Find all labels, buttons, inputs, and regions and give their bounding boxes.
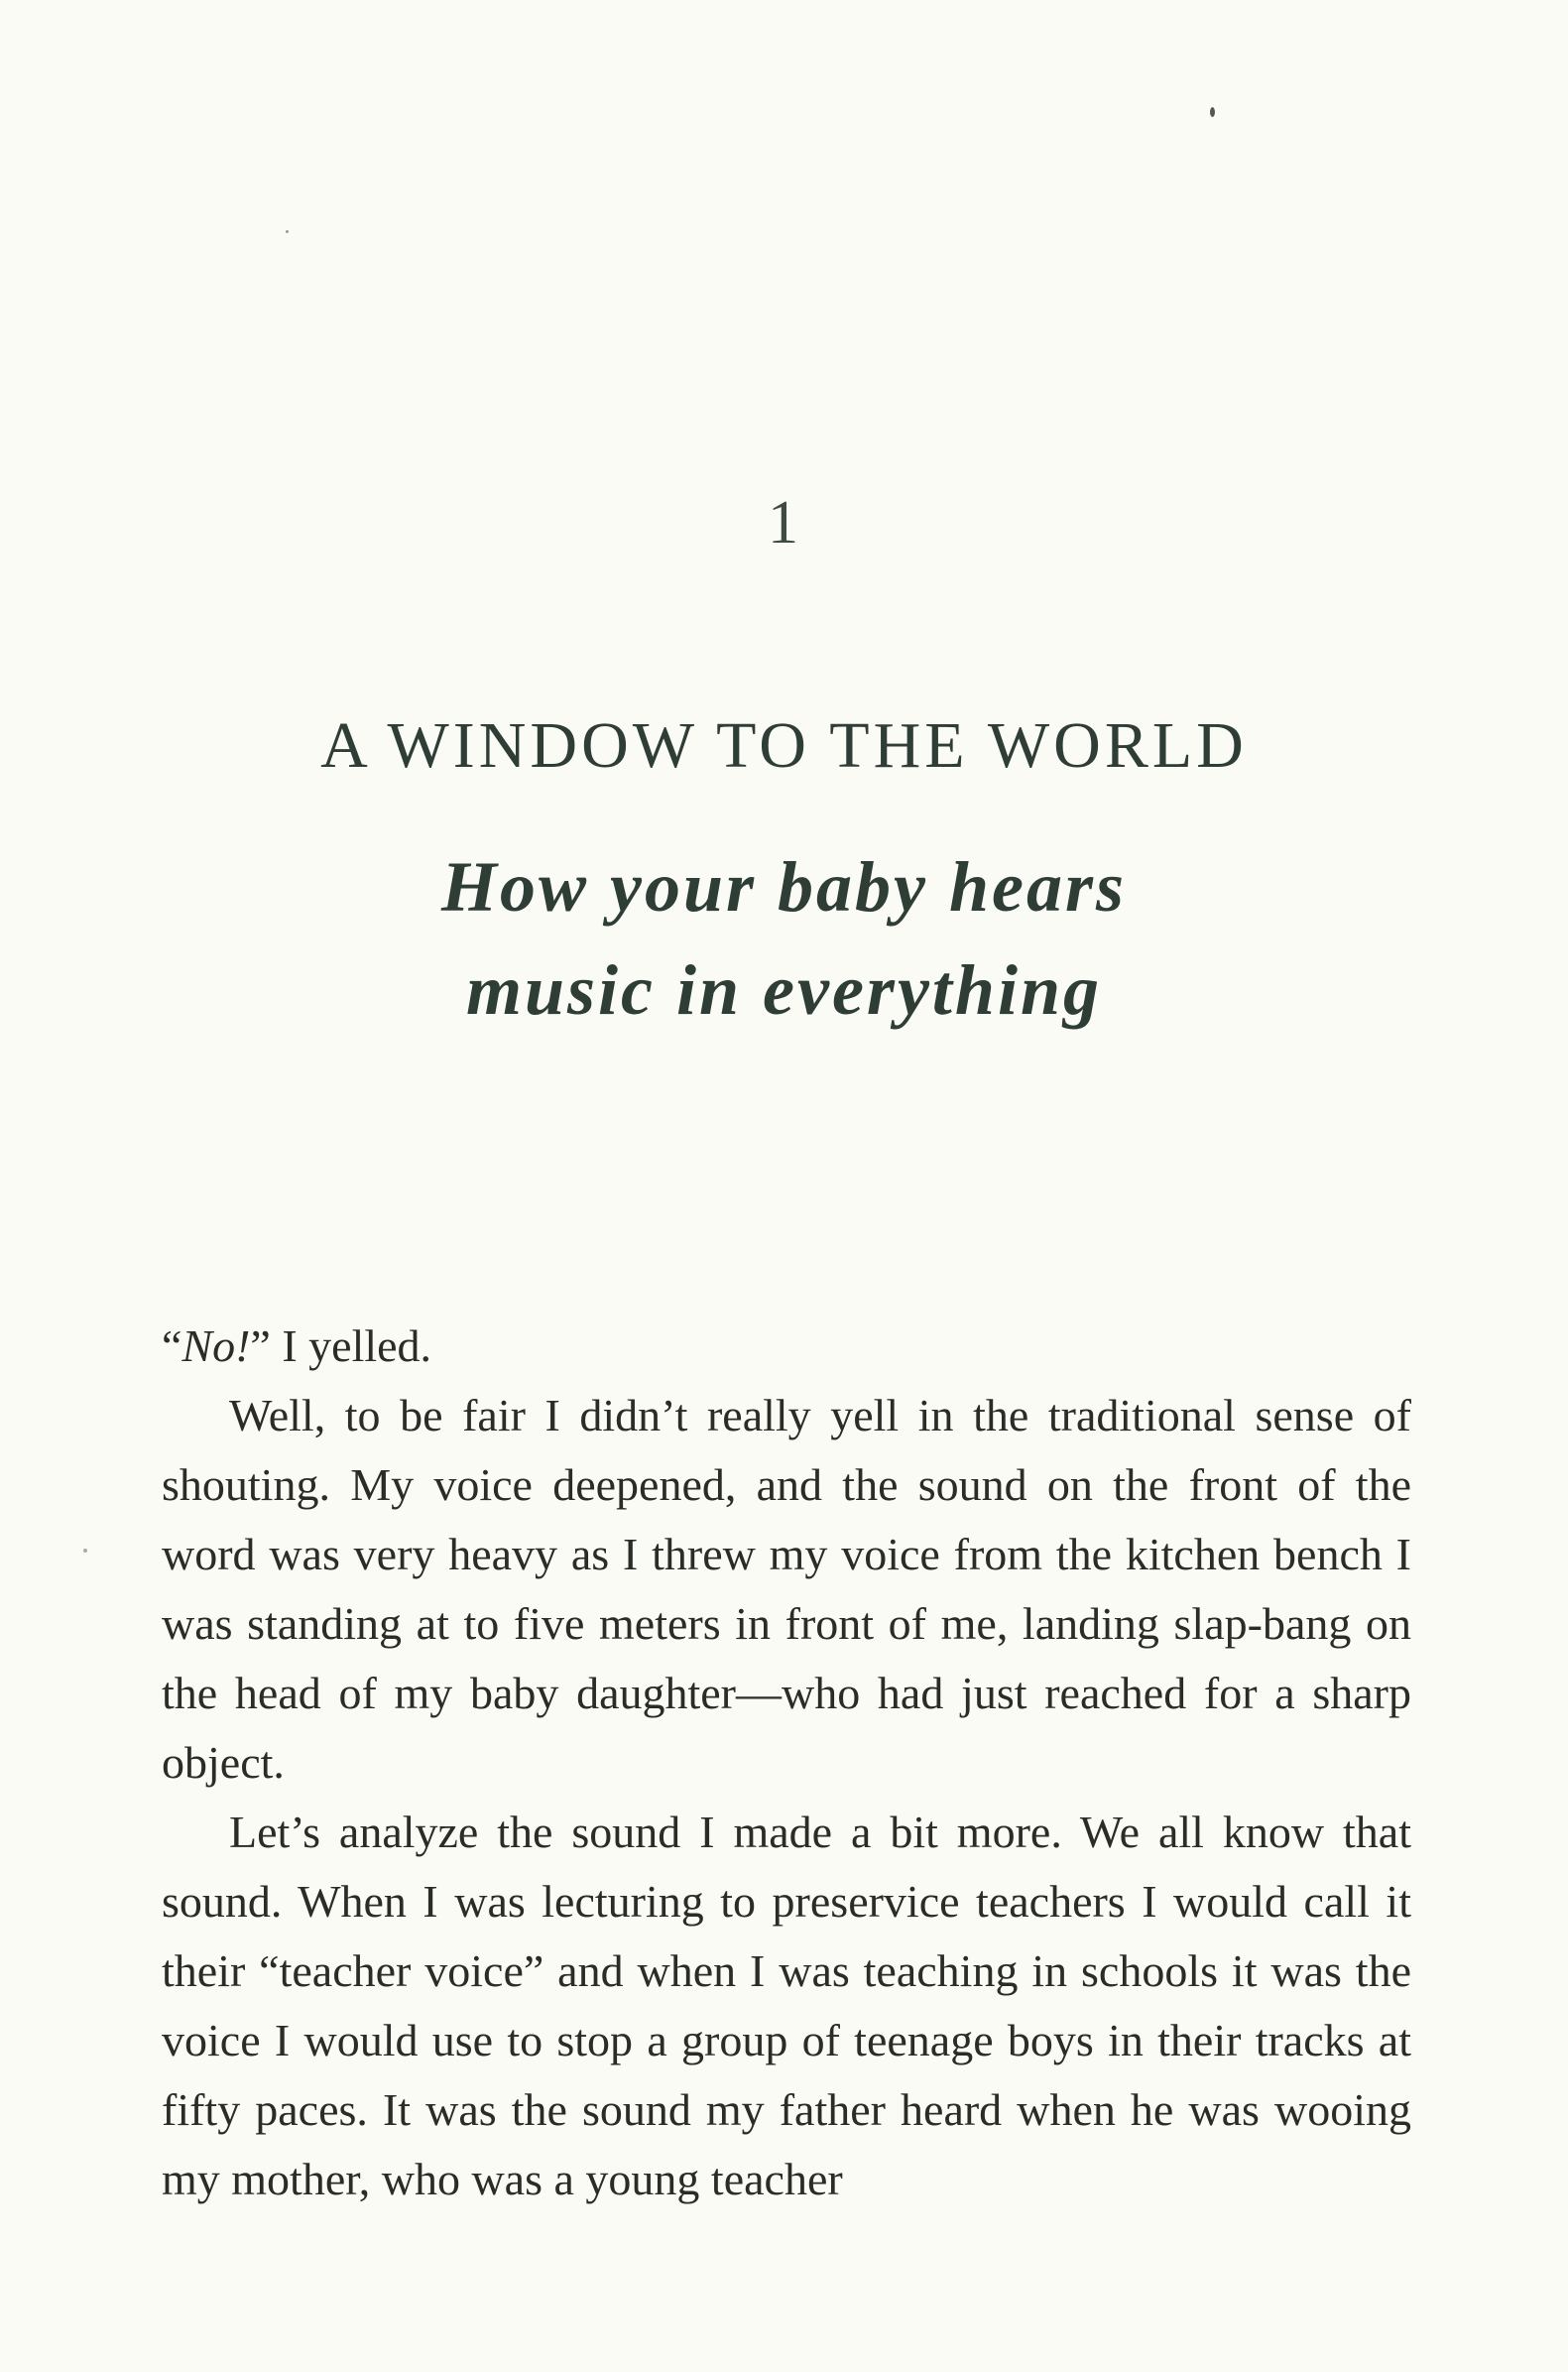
scan-speck bbox=[1210, 107, 1215, 117]
paragraph-3: Let’s analyze the sound I made a bit more. We all know that sound. When I was lecturing to preservice teachers I would call it their “teacher voice” and when I was teaching in schools it was the voice I would use to stop a group of teenage boys in their tracks at fifty paces. It was the sound my father heard when he was wooing my mother, who was a young teacher bbox=[162, 1807, 1411, 2204]
scan-speck bbox=[286, 230, 289, 233]
italic-exclamation: No! bbox=[181, 1320, 251, 1371]
chapter-subtitle-line-2: music in everything bbox=[465, 950, 1102, 1030]
chapter-subtitle bbox=[0, 835, 1568, 1042]
open-quote: “ bbox=[162, 1320, 182, 1371]
chapter-subtitle-line-1: How your baby hears bbox=[440, 847, 1128, 927]
chapter-number: 1 bbox=[768, 489, 800, 557]
scan-speck bbox=[83, 1549, 87, 1553]
paragraph-1 bbox=[162, 1311, 1411, 1381]
body-text bbox=[162, 1311, 1411, 2214]
paragraph-2: Well, to be fair I didn’t really yell in the traditional sense of shouting. My voice deepened, and the sound on the front of the word was very heavy as I threw my voice from the kitchen bench I was standing at to five meters in front of me, landing slap-bang on the head of my baby daughter—who had just reached for a sharp object. bbox=[162, 1390, 1411, 1788]
chapter-title: A WINDOW TO THE WORLD bbox=[320, 709, 1248, 782]
paragraph-1-rest: ” I yelled. bbox=[250, 1320, 432, 1371]
